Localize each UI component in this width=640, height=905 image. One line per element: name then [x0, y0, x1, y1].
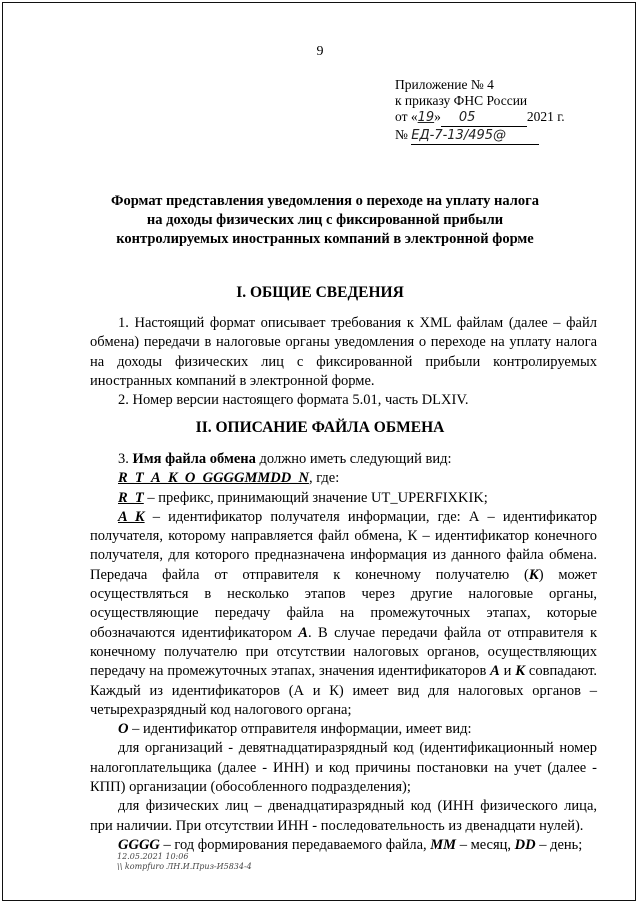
page-number: 9	[316, 44, 324, 59]
ak-desc-2: ) может осуществляться в несколько этапов через другие налоговые органы, осуществляющие передачу файла на промежуточных этапах, которые обозначаются идентификатором	[90, 566, 597, 641]
appendix-title: Приложение № 4	[395, 77, 494, 92]
date-day: 19	[417, 110, 435, 125]
date-month: 05	[441, 110, 527, 127]
ak-desc-4: совпадают. Каждый из идентификаторов (А и К) имеет вид для налоговых органов – четырехразрядный код налогового органа;	[90, 663, 597, 718]
dd-desc: – день;	[535, 836, 583, 853]
footer-line-1: 12.05.2021 10:06	[117, 852, 189, 861]
appendix-date	[395, 109, 565, 127]
ak-a-2: А	[490, 663, 500, 680]
person-code-definition: для физических лиц – двенадцатиразрядный код (ИНН физического лица, при наличии. При отсутствии ИНН - последовательность из двенадцати нулей).	[90, 798, 597, 834]
dd-term: DD	[514, 836, 536, 853]
date-prefix: от «	[395, 109, 418, 124]
document-title	[90, 192, 560, 249]
ak-k-1: К	[528, 566, 539, 583]
ak-k-2: К	[515, 663, 526, 680]
number-prefix: №	[395, 127, 408, 142]
ak-desc-3: . В случае передачи файла от отправителя к конечному получателю при отсутствии налоговых органов, осуществляющих передачу на промежуточных этапах, значения идентификаторов	[90, 624, 597, 680]
o-desc: – идентификатор отправителя информации, имеет вид:	[128, 721, 472, 738]
section-1-body	[90, 314, 597, 410]
paragraph-2: 2. Номер версии настоящего формата 5.01, часть DLXIV.	[118, 392, 469, 409]
footer-line-2: \\ kompfuro ЛН.И.Приз-И5834-4	[117, 862, 252, 871]
number-value: ЕД-7-13/495@	[411, 128, 539, 145]
section-1-heading: I. ОБЩИЕ СВЕДЕНИЯ	[236, 284, 404, 301]
section-2-heading: II. ОПИСАНИЕ ФАЙЛА ОБМЕНА	[195, 419, 445, 436]
date-year: 2021 г.	[526, 109, 565, 124]
title-line-2: на доходы физических лиц с фиксированной прибыли	[146, 212, 504, 228]
p3-number: 3.	[118, 451, 133, 467]
rt-desc: – префикс, принимающий значение UT_UPERFIXKIK;	[143, 489, 488, 506]
rt-definition	[90, 489, 597, 508]
paragraph-3	[90, 450, 597, 469]
o-term: O	[118, 721, 129, 738]
ak-desc-1: – идентификатор получателя информации, где: А – идентификатор получателя, которому направляется файл обмена, К – идентификатор конечного получателя, для которого предназначена информация из данного файла обмена. Передача файла от отправителя к конечному получателю (	[90, 508, 597, 583]
section-2-body	[90, 450, 597, 855]
appendix-order: к приказу ФНС России	[395, 93, 528, 108]
mm-term: MM	[430, 836, 457, 853]
gggg-term: GGGG	[118, 836, 160, 853]
paragraph-1: 1. Настоящий формат описывает требования к XML файлам (далее – файл обмена) передачи в налоговые органы уведомления о переходе на уплату налога на доходы физических лиц с фиксированной прибыли контролируемых иностранных компаний в электронной форме.	[90, 315, 597, 389]
mm-desc: – месяц,	[456, 836, 515, 853]
appendix-number	[395, 127, 565, 145]
o-definition	[90, 720, 597, 739]
footer-stamp	[117, 852, 252, 872]
p3-bold-term: Имя файла обмена	[132, 451, 256, 467]
ak-a-1: А	[298, 624, 308, 641]
filename-pattern	[90, 469, 597, 488]
pattern-rest: , где:	[308, 470, 340, 487]
org-code-definition: для организаций - девятнадцатиразрядный код (идентификационный номер налогоплательщика (далее - ИНН) и код причины постановки на учет (далее - КПП) организации (обособленного подразделения);	[90, 740, 597, 796]
ak-term: A_K	[118, 508, 145, 525]
p3-rest: должно иметь следующий вид:	[255, 451, 452, 467]
rt-term: R_T	[118, 489, 144, 506]
title-line-1: Формат представления уведомления о переходе на уплату налога	[111, 193, 539, 209]
date-mid: »	[434, 109, 441, 124]
gggg-desc: – год формирования передаваемого файла,	[159, 836, 431, 853]
appendix-block	[395, 77, 565, 145]
pattern-term: R_T_A_K_O_GGGGMMDD_N	[118, 470, 309, 487]
ak-and: и	[499, 663, 516, 680]
title-line-3: контролируемых иностранных компаний в электронной форме	[116, 231, 534, 247]
ak-definition	[90, 508, 597, 720]
